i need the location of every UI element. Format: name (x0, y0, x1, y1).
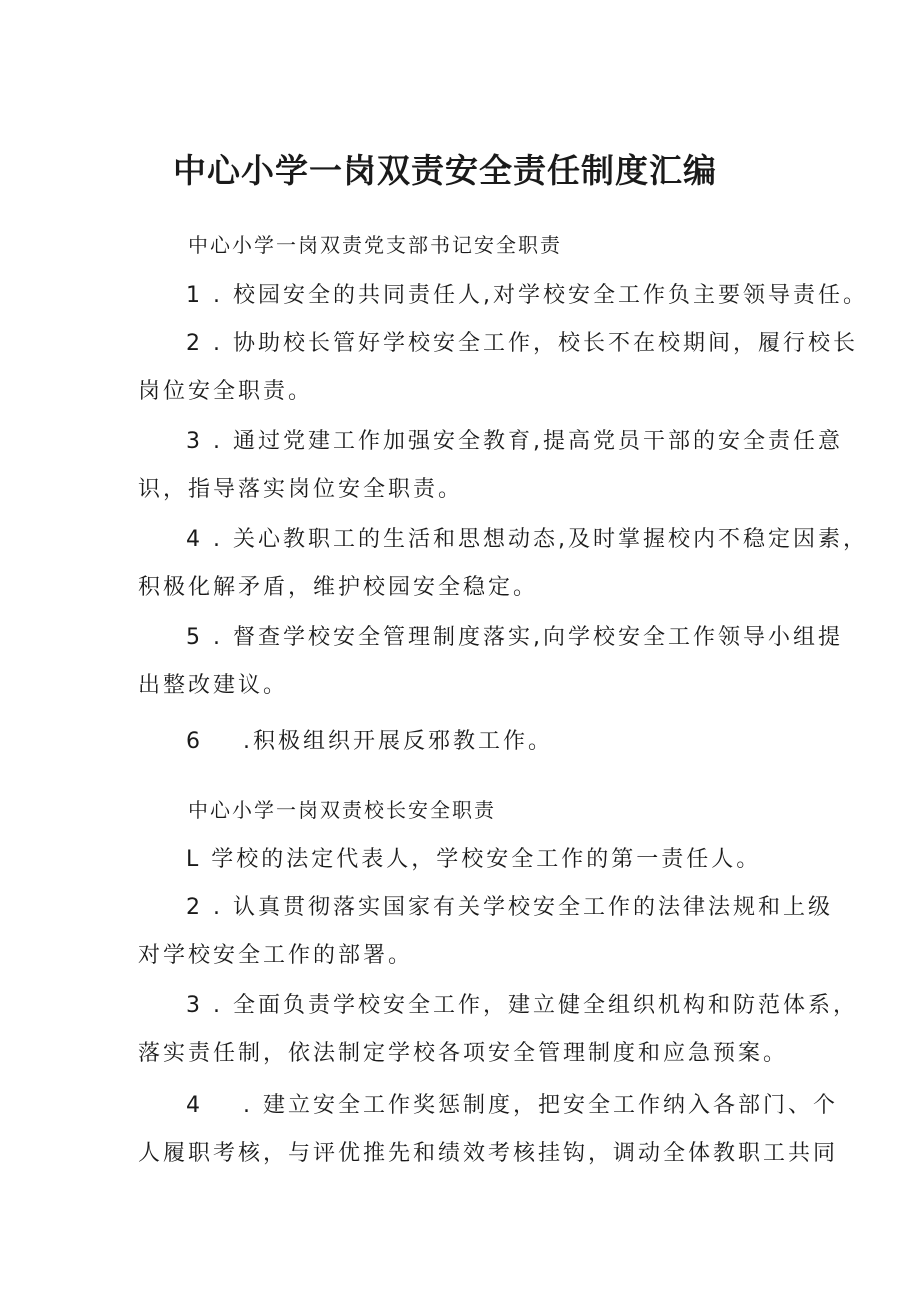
paragraph-line: 积极化解矛盾，维护校园安全稳定。 (138, 575, 539, 600)
paragraph-line: 落实责任制，依法制定学校各项安全管理制度和应急预案。 (138, 1041, 789, 1066)
section-heading-secretary: 中心小学一岗双责党支部书记安全职责 (188, 233, 562, 257)
paragraph-line: 2 . 认真贯彻落实国家有关学校安全工作的法律法规和上级 (186, 895, 833, 920)
paragraph-line: 人履职考核，与评优推先和绩效考核挂钩，调动全体教职工共同 (138, 1141, 839, 1166)
paragraph-item (138, 718, 798, 766)
paragraph-item (138, 614, 843, 710)
item-number: 4 (186, 1093, 203, 1118)
paragraph-line: . 建立安全工作奖惩制度，把安全工作纳入各部门、个 (243, 1093, 838, 1118)
paragraph-item (138, 418, 843, 514)
paragraph-item (138, 272, 868, 320)
paragraph-line: 3 . 通过党建工作加强安全教育,提高党员干部的安全责任意 (186, 429, 843, 454)
paragraph-item (138, 884, 833, 980)
section-heading-principal: 中心小学一岗双责校长安全职责 (188, 798, 496, 822)
paragraph-line: 出整改建议。 (138, 673, 289, 698)
paragraph-line: 1 . 校园安全的共同责任人,对学校安全工作负主要领导责任。 (186, 283, 868, 308)
paragraph-item (138, 1082, 839, 1178)
paragraph-line: 2 . 协助校长管好学校安全工作，校长不在校期间，履行校长 (186, 331, 858, 356)
paragraph-item (138, 836, 798, 884)
paragraph-item (138, 516, 868, 612)
document-title: 中心小学一岗双责安全责任制度汇编 (173, 151, 717, 190)
paragraph-item (138, 982, 858, 1078)
paragraph-line: 5 . 督查学校安全管理制度落实,向学校安全工作领导小组提 (186, 625, 843, 650)
paragraph-item (138, 320, 858, 416)
paragraph-line: L 学校的法定代表人，学校安全工作的第一责任人。 (186, 847, 762, 872)
paragraph-line: 识，指导落实岗位安全职责。 (138, 477, 464, 502)
item-number: 6 (186, 729, 203, 754)
paragraph-line: 3 . 全面负责学校安全工作，建立健全组织机构和防范体系， (186, 993, 858, 1018)
paragraph-line: 岗位安全职责。 (138, 379, 314, 404)
paragraph-line: .积极组织开展反邪教工作。 (243, 729, 553, 754)
paragraph-line: 4 . 关心教职工的生活和思想动态,及时掌握校内不稳定因素， (186, 527, 868, 552)
paragraph-line: 对学校安全工作的部署。 (138, 943, 414, 968)
